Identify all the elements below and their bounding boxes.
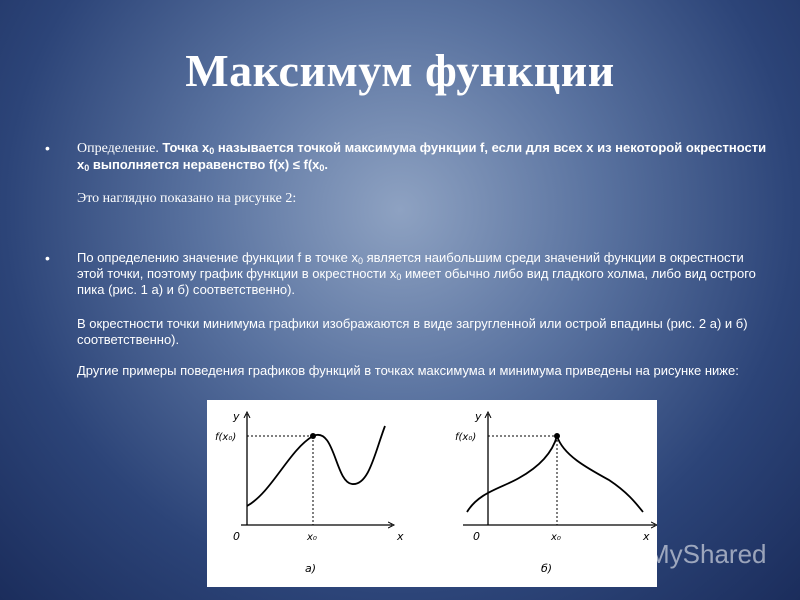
maximum-point bbox=[310, 433, 316, 439]
caption-a: а) bbox=[305, 562, 317, 575]
fx0-label: f(x₀) bbox=[455, 432, 477, 443]
explanation-paragraph bbox=[77, 250, 767, 298]
x0-label: x₀ bbox=[551, 532, 561, 543]
subscript: 0 bbox=[209, 146, 215, 156]
sharp-curve bbox=[467, 436, 643, 512]
x-label: x bbox=[643, 530, 650, 543]
watermark-text: MyShared bbox=[648, 538, 767, 569]
bullet-marker: • bbox=[45, 140, 50, 156]
definition-text-mid: называется точкой максимума функции f, если для всех x из некоторой окрестности x bbox=[77, 140, 767, 172]
subscript: 0 bbox=[319, 163, 325, 173]
presentation-icon bbox=[604, 534, 644, 574]
bullet-marker: • bbox=[45, 250, 50, 266]
caption-b: б) bbox=[541, 562, 553, 575]
explanation-text-mid: является наибольшим среди значений функции в окрестности этой точки, поэтому график функции в окрестности x bbox=[77, 250, 744, 281]
definition-end: . bbox=[324, 157, 329, 172]
figure-reference-text: Это наглядно показано на рисунке 2: bbox=[77, 191, 297, 206]
subscript: 0 bbox=[357, 256, 363, 266]
myshared-watermark bbox=[604, 532, 794, 576]
smooth-curve bbox=[247, 426, 385, 506]
function-graphs-figure bbox=[207, 400, 657, 587]
smooth-maximum-graph bbox=[215, 410, 404, 575]
explanation-text-start: По определению значение функции f в точке x bbox=[77, 250, 358, 265]
origin-label: 0 bbox=[233, 530, 240, 543]
fx0-label: f(x₀) bbox=[215, 432, 237, 443]
definition-label: Определение. bbox=[77, 141, 163, 156]
origin-label: 0 bbox=[473, 530, 480, 543]
definition-inequality: выполняется неравенство f(x) ≤ f(x bbox=[89, 157, 320, 172]
subscript: 0 bbox=[84, 163, 90, 173]
x0-label: x₀ bbox=[307, 532, 317, 543]
y-label: y bbox=[475, 410, 482, 423]
graphs-svg bbox=[207, 400, 657, 587]
examples-paragraph: Другие примеры поведения графиков функций в точках максимума и минимума приведены на рисунке ниже: bbox=[77, 363, 739, 378]
definition-paragraph bbox=[77, 140, 767, 173]
slide-title: Максимум функции bbox=[185, 45, 615, 96]
maximum-point bbox=[554, 433, 560, 439]
subscript: 0 bbox=[396, 272, 402, 282]
y-label: y bbox=[233, 410, 240, 423]
explanation-text-end: имеет обычно либо вид гладкого холма, либо вид острого пика (рис. 1 а) и б) соответственно). bbox=[77, 266, 756, 297]
x-label: x bbox=[397, 530, 404, 543]
definition-text-start: Точка x bbox=[162, 140, 210, 155]
minimum-paragraph: В окрестности точки минимума графики изображаются в виде загругленной или острой впадины (рис. 2 а) и б) соответственно). bbox=[77, 316, 748, 347]
